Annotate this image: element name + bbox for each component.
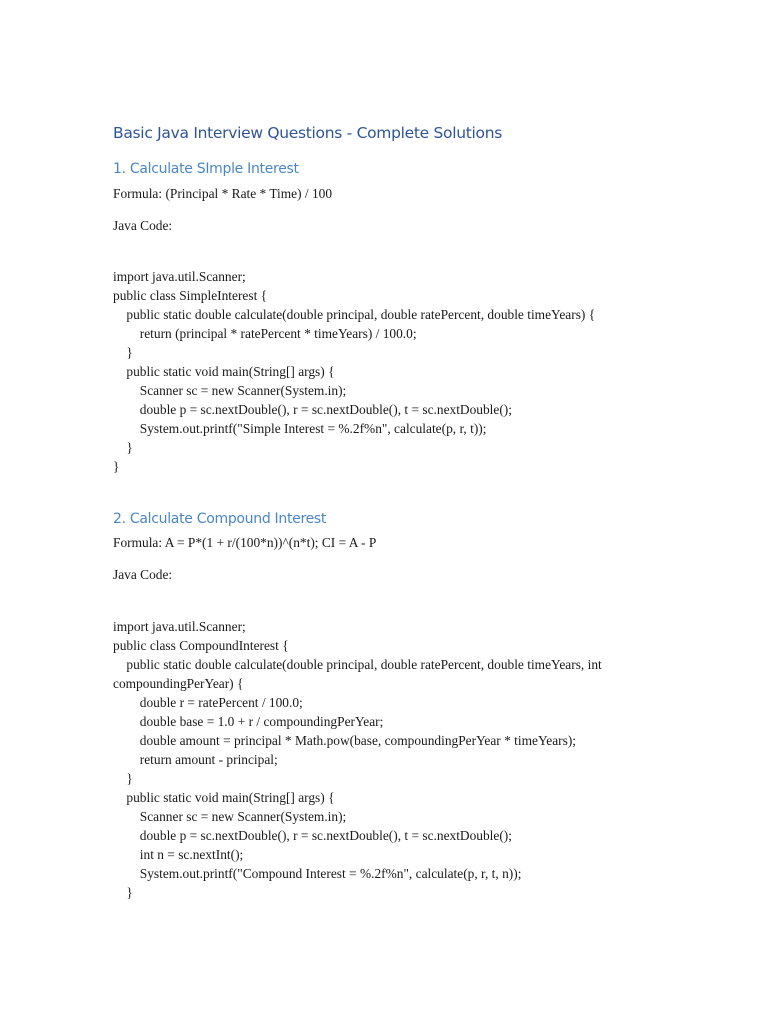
- code-line: public class CompoundInterest {: [113, 638, 289, 653]
- code-line: public static void main(String[] args) {: [113, 364, 335, 379]
- code-line: compoundingPerYear) {: [113, 676, 244, 691]
- code-line: return (principal * ratePercent * timeYears) / 100.0;: [113, 326, 417, 341]
- code-line: int n = sc.nextInt();: [113, 847, 244, 862]
- code-line: public static double calculate(double principal, double ratePercent, double timeYears) {: [113, 307, 596, 322]
- code-line: double p = sc.nextDouble(), r = sc.nextDouble(), t = sc.nextDouble();: [113, 402, 512, 417]
- code-line: import java.util.Scanner;: [113, 619, 246, 634]
- code-line: System.out.printf("Simple Interest = %.2f%n", calculate(p, r, t));: [113, 421, 487, 436]
- code-line: double p = sc.nextDouble(), r = sc.nextDouble(), t = sc.nextDouble();: [113, 828, 512, 843]
- code-line: double amount = principal * Math.pow(base, compoundingPerYear * timeYears);: [113, 733, 577, 748]
- section-2-formula: Formula: A = P*(1 + r/(100*n))^(n*t); CI = A - P: [113, 535, 377, 550]
- code-line: return amount - principal;: [113, 752, 278, 767]
- code-line: }: [113, 459, 120, 474]
- code-line: }: [113, 885, 133, 900]
- code-line: }: [113, 771, 133, 786]
- document-title: Basic Java Interview Questions - Complete Solutions: [113, 124, 503, 142]
- code-line: public class SimpleInterest {: [113, 288, 268, 303]
- code-line: }: [113, 345, 133, 360]
- section-1-heading: 1. Calculate SImple Interest: [113, 161, 299, 177]
- code-line: double r = ratePercent / 100.0;: [113, 695, 303, 710]
- section-1-code-label: Java Code:: [113, 218, 173, 233]
- section-1-formula: Formula: (Principal * Rate * Time) / 100: [113, 186, 333, 201]
- code-line: import java.util.Scanner;: [113, 269, 246, 284]
- section-2-code-label: Java Code:: [113, 567, 173, 582]
- code-line: }: [113, 440, 133, 455]
- code-line: Scanner sc = new Scanner(System.in);: [113, 383, 347, 398]
- code-line: double base = 1.0 + r / compoundingPerYear;: [113, 714, 384, 729]
- code-line: public static double calculate(double principal, double ratePercent, double timeYears, int: [113, 657, 602, 672]
- code-line: public static void main(String[] args) {: [113, 790, 335, 805]
- code-line: System.out.printf("Compound Interest = %.2f%n", calculate(p, r, t, n));: [113, 866, 522, 881]
- code-line: Scanner sc = new Scanner(System.in);: [113, 809, 347, 824]
- section-2-heading: 2. Calculate Compound Interest: [113, 511, 327, 527]
